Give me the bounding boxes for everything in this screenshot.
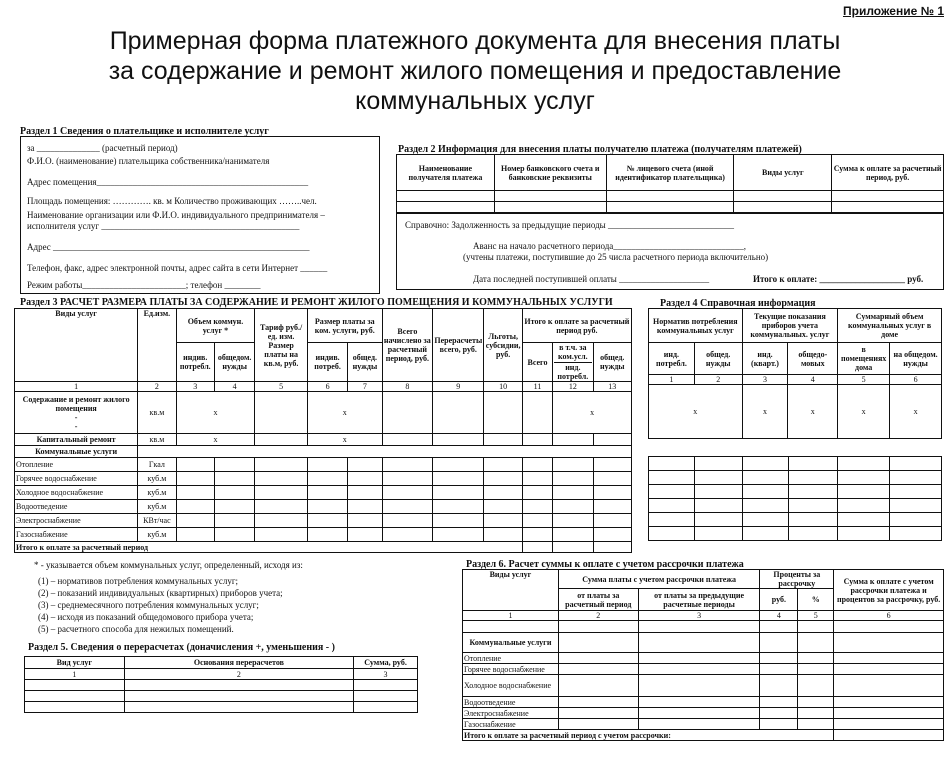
- s3-h-incl: [553, 343, 593, 382]
- document-title: [0, 26, 950, 116]
- s4-num: 1: [649, 375, 695, 385]
- title-line: коммунальных услуг: [355, 87, 595, 115]
- s3-h-pay-common: общед. нужды: [348, 343, 382, 382]
- s2-h-sum: Сумма к оплате за расчетный период, руб.: [832, 155, 944, 191]
- s3-h-incl-indiv: инд. потребл.: [557, 363, 589, 381]
- s6-util-name: Холодное водоснабжение: [463, 675, 559, 697]
- s4-h-norm: Норматив потребления коммунальных услуг: [649, 309, 743, 343]
- s3-util-name: Электроснабжение: [15, 514, 138, 528]
- s6-row-total: [463, 730, 944, 741]
- s6-h-sum: Сумма платы с учетом рассрочки платежа: [558, 570, 760, 589]
- s6-total-label: Итого к оплате за расчетный период с учетом рассрочки:: [463, 730, 834, 741]
- s3-row-comm: [15, 446, 632, 458]
- s6-num: 2: [558, 611, 638, 621]
- s3-util-name: Горячее водоснабжение: [15, 472, 138, 486]
- s3-h-common: общедом. нужды: [214, 343, 254, 382]
- s4-x: x: [838, 385, 890, 439]
- s3-row-util: [15, 528, 632, 542]
- s6-h-period: от платы за расчетный период: [558, 589, 638, 611]
- s6-num: 4: [760, 611, 798, 621]
- s3-util-unit: куб.м: [138, 500, 176, 514]
- s1-line-org: Наименование организации или Ф.И.О. индивидуального предпринимателя –: [27, 210, 325, 220]
- s3-num: 6: [307, 382, 347, 392]
- s4-num: 4: [788, 375, 838, 385]
- s2-debt: Справочно: Задолженность за предыдущие периоды ____________________________: [405, 220, 734, 230]
- s6-num: 6: [834, 611, 944, 621]
- s6-num: 3: [638, 611, 760, 621]
- s3-h-volume: Объем коммун. услуг *: [176, 309, 255, 343]
- s2-h-recipient: Наименование получателя платежа: [397, 155, 495, 191]
- notes-item: (2) – показаний индивидуальных (квартирных) приборов учета;: [38, 588, 283, 598]
- section4-table: [648, 308, 942, 439]
- s3-maint-x: x: [553, 392, 632, 434]
- s4-h-common-meter: общедо-мовых: [788, 343, 838, 375]
- s3-maint-unit: кв.м: [138, 392, 176, 434]
- notes-item: (5) – расчетного способа для нежилых помещений.: [38, 624, 234, 634]
- s3-util-unit: куб.м: [138, 486, 176, 500]
- s1-line-period: за ______________ (расчетный период): [27, 143, 178, 153]
- s5-h-reason: Основания перерасчетов: [124, 657, 353, 669]
- s4-h-ind-kv: инд. (кварт.): [742, 343, 788, 375]
- s6-comm-label: Коммунальные услуги: [463, 633, 559, 653]
- s3-h-unit: Ед.изм.: [138, 309, 176, 382]
- s3-h-tariff: Тариф руб./ед. изм. Размер платы на кв.м, руб.: [255, 309, 308, 382]
- s3-maint-x: x: [176, 392, 255, 434]
- s6-h-prev: от платы за предыдущие расчетные периоды: [638, 589, 760, 611]
- section2-table: [396, 154, 944, 213]
- section1-box: [20, 136, 380, 294]
- s3-util-name: Газоснабжение: [15, 528, 138, 542]
- s3-h-to-pay: Итого к оплате за расчетный период руб.: [522, 309, 631, 343]
- s3-row-util: [15, 500, 632, 514]
- s3-h-payment: Размер платы за ком. услуги, руб.: [307, 309, 382, 343]
- s3-h-benefits: Льготы, субсидии, руб.: [484, 309, 522, 382]
- s3-row-util: [15, 486, 632, 500]
- s3-numbers-row: [15, 382, 632, 392]
- s6-util-name: Водоотведение: [463, 697, 559, 708]
- s2-last-payment: Дата последней поступившей оплаты ____________________: [473, 274, 710, 284]
- section6-table: [462, 569, 944, 741]
- s4-h-premises: в помещениях дома: [838, 343, 890, 375]
- s4-row-maint: [649, 385, 942, 439]
- notes-item: (1) – нормативов потребления коммунальных услуг;: [38, 576, 239, 586]
- s2-h-account: № лицевого счета (иной идентификатор плательщика): [606, 155, 734, 191]
- s3-num: 2: [138, 382, 176, 392]
- s3-num: 5: [255, 382, 308, 392]
- s3-total-label: Итого к оплате за расчетный период: [15, 542, 523, 553]
- s3-util-name: Отопление: [15, 458, 138, 472]
- s3-h-pay-indiv: индив. потреб.: [307, 343, 347, 382]
- section2-title: Раздел 2 Информация для внесения платы получателю платежа (получателям платежей): [398, 144, 802, 155]
- s3-util-unit: Гкал: [138, 458, 176, 472]
- s6-numbers-row: [463, 611, 944, 621]
- s3-h-indiv: индив. потребл.: [176, 343, 214, 382]
- s3-num: 12: [553, 382, 593, 392]
- s3-h-incl-sub: [554, 362, 591, 381]
- s4-h-summary: Суммарный объем коммунальных услуг в доме: [838, 309, 942, 343]
- s3-maint-label: Содержание и ремонт жилого помещения: [22, 394, 130, 413]
- s3-capital-unit: кв.м: [138, 434, 176, 446]
- s4-num: 6: [890, 375, 942, 385]
- section5-title: Раздел 5. Сведения о перерасчетах (доначисления +, уменьшения - ): [28, 642, 335, 653]
- title-line: Примерная форма платежного документа для внесения платы: [109, 27, 841, 55]
- s4-x: x: [742, 385, 788, 439]
- s4-num: 3: [742, 375, 788, 385]
- s3-maint-dash: -: [74, 421, 78, 431]
- s1-line-area: Площадь помещения: …………. кв. м Количество проживающих ……..чел.: [27, 196, 317, 206]
- s2-total: Итого к оплате: ___________________ руб.: [753, 274, 924, 284]
- s3-num: 1: [15, 382, 138, 392]
- s3-comm-label: Коммунальные услуги: [15, 446, 138, 458]
- s6-h-percent: Проценты за рассрочку: [760, 570, 834, 589]
- s5-num: 2: [124, 669, 353, 680]
- s3-h-incl-label: в т.ч. за ком.усл.: [558, 343, 588, 361]
- s4-h-common: общед. нужды: [694, 343, 742, 375]
- appendix-label: Приложение № 1: [842, 4, 944, 18]
- s3-num: 7: [348, 382, 382, 392]
- section4-title: Раздел 4 Справочная информация: [660, 298, 816, 309]
- s3-num: 11: [522, 382, 552, 392]
- s3-row-capital: [15, 434, 632, 446]
- s6-h-topay: Сумма к оплате с учетом рассрочки платежа и процентов за рассрочку, руб.: [834, 570, 944, 611]
- notes-intro: * - указывается объем коммунальных услуг, определенный, исходя из:: [34, 560, 303, 570]
- s3-util-unit: куб.м: [138, 472, 176, 486]
- s3-h-incl-common: общед. нужды: [593, 343, 631, 382]
- s3-row-maintenance: [15, 392, 632, 434]
- notes-item: (4) – исходя из показаний общедомового прибора учета;: [38, 612, 254, 622]
- s3-capital-x: x: [307, 434, 382, 446]
- section5-table: [24, 656, 418, 713]
- s3-util-name: Водоотведение: [15, 500, 138, 514]
- section2-info-box: [396, 213, 944, 290]
- s4-numbers-row: [649, 375, 942, 385]
- section6-title: Раздел 6. Расчет суммы к оплате с учетом рассрочки платежа: [466, 559, 744, 570]
- s3-row-util: [15, 472, 632, 486]
- s6-h-pct: %: [798, 589, 834, 611]
- s3-row-util: [15, 458, 632, 472]
- s6-util-name: Электроснабжение: [463, 708, 559, 719]
- s3-h-recalc: Перерасчеты всего, руб.: [433, 309, 484, 382]
- s6-num: 5: [798, 611, 834, 621]
- s3-num: 13: [593, 382, 631, 392]
- s3-row-total: [15, 542, 632, 553]
- s4-x: x: [649, 385, 743, 439]
- section4-utilities-table: [648, 456, 942, 541]
- s5-h-service: Вид услуг: [25, 657, 125, 669]
- s3-num: 8: [382, 382, 433, 392]
- s3-num: 10: [484, 382, 522, 392]
- section3-title: Раздел 3 РАСЧЕТ РАЗМЕРА ПЛАТЫ ЗА СОДЕРЖАНИЕ И РЕМОНТ ЖИЛОГО ПОМЕЩЕНИЯ И КОММУНАЛЬНЫХ УСЛУГИ: [20, 297, 613, 308]
- s3-num: 3: [176, 382, 214, 392]
- s4-h-common-needs: на общедом. нужды: [890, 343, 942, 375]
- s3-h-all: Всего: [522, 343, 552, 382]
- s6-util-name: Газоснабжение: [463, 719, 559, 730]
- s1-line-executor: исполнителя услуг ____________________________________________: [27, 221, 300, 231]
- s6-h-services: Виды услуг: [463, 570, 559, 611]
- s4-num: 2: [694, 375, 742, 385]
- s5-h-sum: Сумма, руб.: [354, 657, 418, 669]
- s4-num: 5: [838, 375, 890, 385]
- s2-advance: Аванс на начало расчетного периода_____________________________,: [473, 241, 747, 251]
- s2-h-bank: Номер банковского счета и банковские реквизиты: [494, 155, 606, 191]
- notes-item: (3) – среднемесячного потребления коммунальных услуг;: [38, 600, 259, 610]
- s2-h-services: Виды услуг: [734, 155, 832, 191]
- s3-util-unit: куб.м: [138, 528, 176, 542]
- s2-advance-note: (учтены платежи, поступившие до 25 числа расчетного периода включительно): [463, 252, 769, 262]
- s1-line-hours: Режим работы_______________________; телефон ________: [27, 280, 261, 290]
- s5-num: 1: [25, 669, 125, 680]
- s4-x: x: [890, 385, 942, 439]
- s1-line-org-address: Адрес _________________________________________________________: [27, 242, 310, 252]
- section3-table: [14, 308, 632, 553]
- s3-maint-cell: [15, 392, 138, 434]
- s4-x: x: [788, 385, 838, 439]
- s3-capital-x: x: [176, 434, 255, 446]
- s3-h-total: Всего начислено за расчетный период, руб.: [382, 309, 433, 382]
- s4-h-meters: Текущие показания приборов учета коммунальных. услуг: [742, 309, 838, 343]
- s6-util-name: Горячее водоснабжение: [463, 664, 559, 675]
- s3-capital-label: Капитальный ремонт: [15, 434, 138, 446]
- section1-title: Раздел 1 Сведения о плательщике и исполнителе услуг: [20, 126, 269, 137]
- s3-util-name: Холодное водоснабжение: [15, 486, 138, 500]
- s5-num: 3: [354, 669, 418, 680]
- s4-h-ind: инд. потребл.: [649, 343, 695, 375]
- s1-line-contacts: Телефон, факс, адрес электронной почты, адрес сайта в сети Интернет ______: [27, 263, 328, 273]
- s3-num: 9: [433, 382, 484, 392]
- title-line: за содержание и ремонт жилого помещения и предоставление: [108, 57, 842, 85]
- s3-maint-dash: -: [74, 412, 78, 422]
- s3-util-unit: КВт/час: [138, 514, 176, 528]
- s6-util-name: Отопление: [463, 653, 559, 664]
- s3-maint-x: x: [307, 392, 382, 434]
- s3-h-services: Виды услуг: [15, 309, 138, 382]
- s6-num: 1: [463, 611, 559, 621]
- s1-line-address: Адрес помещения_______________________________________________: [27, 177, 309, 187]
- s3-row-util: [15, 514, 632, 528]
- s3-num: 4: [214, 382, 254, 392]
- s6-h-rub: руб.: [760, 589, 798, 611]
- s1-line-payer: Ф.И.О. (наименование) плательщика собственника/нанимателя: [27, 156, 270, 166]
